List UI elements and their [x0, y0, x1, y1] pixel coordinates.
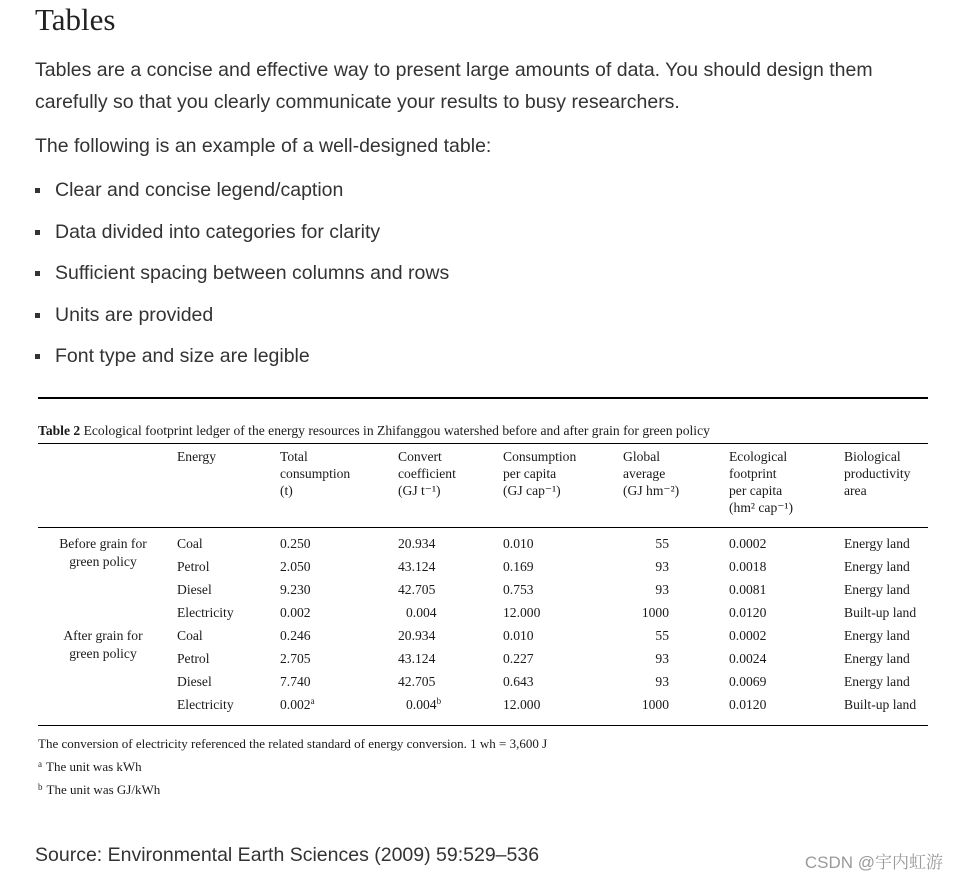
footnote-main: The conversion of electricity referenced the related standard of energy conversion. 1 wh = 3,600 J: [38, 736, 548, 751]
footnote-b-text: The unit was GJ/kWh: [46, 782, 161, 797]
feature-bullet-list: [35, 174, 449, 382]
cell-global: 93: [655, 582, 669, 597]
intro-paragraph: Tables are a concise and effective way to present large amounts of data. You should design them carefully so that you clearly communicate your results to busy researchers.: [35, 59, 873, 113]
cell-total: 7.740: [280, 674, 311, 689]
cell-eco: 0.0081: [729, 582, 767, 597]
table-bottom-rule: [38, 725, 928, 726]
table-row: [38, 673, 928, 696]
footnote-a-mark: a: [38, 759, 42, 769]
table-header-top-rule: [38, 443, 928, 444]
cell-bio: Energy land: [844, 674, 910, 689]
header-consumption-per-capita: Consumption per capita (GJ cap⁻¹): [503, 449, 577, 498]
cell-global: 1000: [641, 605, 669, 620]
footnote-b: [38, 778, 928, 801]
cell-energy: Petrol: [177, 559, 210, 574]
header-energy: Energy: [177, 449, 217, 464]
cell-total: 2.705: [280, 651, 311, 666]
cell-energy: Diesel: [177, 582, 212, 597]
cell-consumption: 12.000: [503, 605, 541, 620]
period-label: After grain for green policy: [63, 628, 143, 661]
bullet-item: Sufficient spacing between columns and rows: [35, 257, 449, 299]
table-caption-label: Table 2: [38, 423, 81, 438]
cell-total: 0.246: [280, 628, 311, 643]
cell-consumption: 0.227: [503, 651, 534, 666]
cell-eco: 0.0120: [729, 697, 767, 712]
example-table-figure: [38, 397, 928, 801]
cell-consumption: 0.643: [503, 674, 534, 689]
cell-global: 55: [655, 536, 669, 551]
cell-convert: 20.934: [398, 628, 436, 643]
cell-bio: Energy land: [844, 536, 910, 551]
cell-energy: Electricity: [177, 605, 234, 620]
cell-total: [280, 696, 315, 713]
cell-total: 2.050: [280, 559, 311, 574]
table-caption: [38, 422, 928, 439]
cell-global: 55: [655, 628, 669, 643]
header-biological-area: Biological productivity area: [844, 449, 911, 498]
table-row: [38, 650, 928, 673]
table-header-bottom-rule: [38, 527, 928, 528]
cell-consumption: 0.169: [503, 559, 534, 574]
cell-convert-value: 0.004: [406, 697, 437, 712]
cell-bio: Energy land: [844, 628, 910, 643]
cell-global: 93: [655, 674, 669, 689]
cell-total: 9.230: [280, 582, 311, 597]
cell-eco: 0.0024: [729, 651, 767, 666]
cell-eco: 0.0002: [729, 536, 767, 551]
bullet-item: Clear and concise legend/caption: [35, 174, 449, 216]
bullet-item: Data divided into categories for clarity: [35, 216, 449, 258]
table-row: [38, 581, 928, 604]
cell-convert: 42.705: [398, 674, 436, 689]
cell-convert: 42.705: [398, 582, 436, 597]
cell-convert: 0.004: [406, 605, 437, 620]
table-top-rule: [38, 397, 928, 399]
cell-energy: Petrol: [177, 651, 210, 666]
cell-convert: [406, 696, 441, 713]
cell-consumption: 0.753: [503, 582, 534, 597]
cell-eco: 0.0018: [729, 559, 767, 574]
table-body: [38, 535, 928, 719]
cell-bio: Energy land: [844, 582, 910, 597]
cell-bio: Energy land: [844, 651, 910, 666]
cell-convert: 20.934: [398, 536, 436, 551]
watermark: CSDN @宇内虹游: [804, 853, 943, 872]
cell-global: 93: [655, 651, 669, 666]
table-row: [38, 558, 928, 581]
table-footnotes: [38, 732, 928, 801]
cell-eco: 0.0002: [729, 628, 767, 643]
cell-eco: 0.0069: [729, 674, 767, 689]
footnote-mark-a: a: [310, 696, 315, 706]
cell-consumption: 0.010: [503, 628, 534, 643]
footnote-a: [38, 755, 928, 778]
header-ecological-footprint: Ecological footprint per capita (hm² cap⁻¹): [729, 449, 794, 515]
table-row: [38, 604, 928, 627]
cell-convert: 43.124: [398, 559, 436, 574]
header-total-consumption: Total consumption (t): [280, 449, 351, 498]
footnote-mark-b: b: [436, 696, 442, 706]
cell-eco: 0.0120: [729, 605, 767, 620]
table-header-row: [38, 448, 928, 527]
cell-bio: Energy land: [844, 559, 910, 574]
cell-energy: Coal: [177, 536, 203, 551]
cell-bio: Built-up land: [844, 697, 917, 712]
cell-energy: Electricity: [177, 697, 234, 712]
footnote-b-mark: b: [38, 782, 43, 792]
cell-energy: Coal: [177, 628, 203, 643]
cell-total: 0.250: [280, 536, 311, 551]
bullet-item: Units are provided: [35, 299, 449, 341]
example-lead-paragraph: The following is an example of a well-designed table:: [35, 135, 492, 157]
table-row: [38, 696, 928, 719]
header-global-average: Global average (GJ hm⁻²): [623, 449, 680, 498]
period-label: Before grain for green policy: [59, 536, 147, 569]
cell-total-value: 0.002: [280, 697, 311, 712]
cell-consumption: 12.000: [503, 697, 541, 712]
cell-total: 0.002: [280, 605, 311, 620]
cell-global: 1000: [641, 697, 669, 712]
cell-global: 93: [655, 559, 669, 574]
cell-convert: 43.124: [398, 651, 436, 666]
page-title: Tables: [35, 2, 116, 37]
source-citation: Source: Environmental Earth Sciences (2009) 59:529–536: [35, 844, 540, 866]
cell-energy: Diesel: [177, 674, 212, 689]
header-convert-coefficient: Convert coefficient (GJ t⁻¹): [398, 449, 456, 498]
cell-bio: Built-up land: [844, 605, 917, 620]
bullet-item: Font type and size are legible: [35, 340, 449, 382]
cell-consumption: 0.010: [503, 536, 534, 551]
table-caption-text: Ecological footprint ledger of the energy resources in Zhifanggou watershed before and after grain for green policy: [83, 423, 710, 438]
footnote-a-text: The unit was kWh: [46, 759, 142, 774]
